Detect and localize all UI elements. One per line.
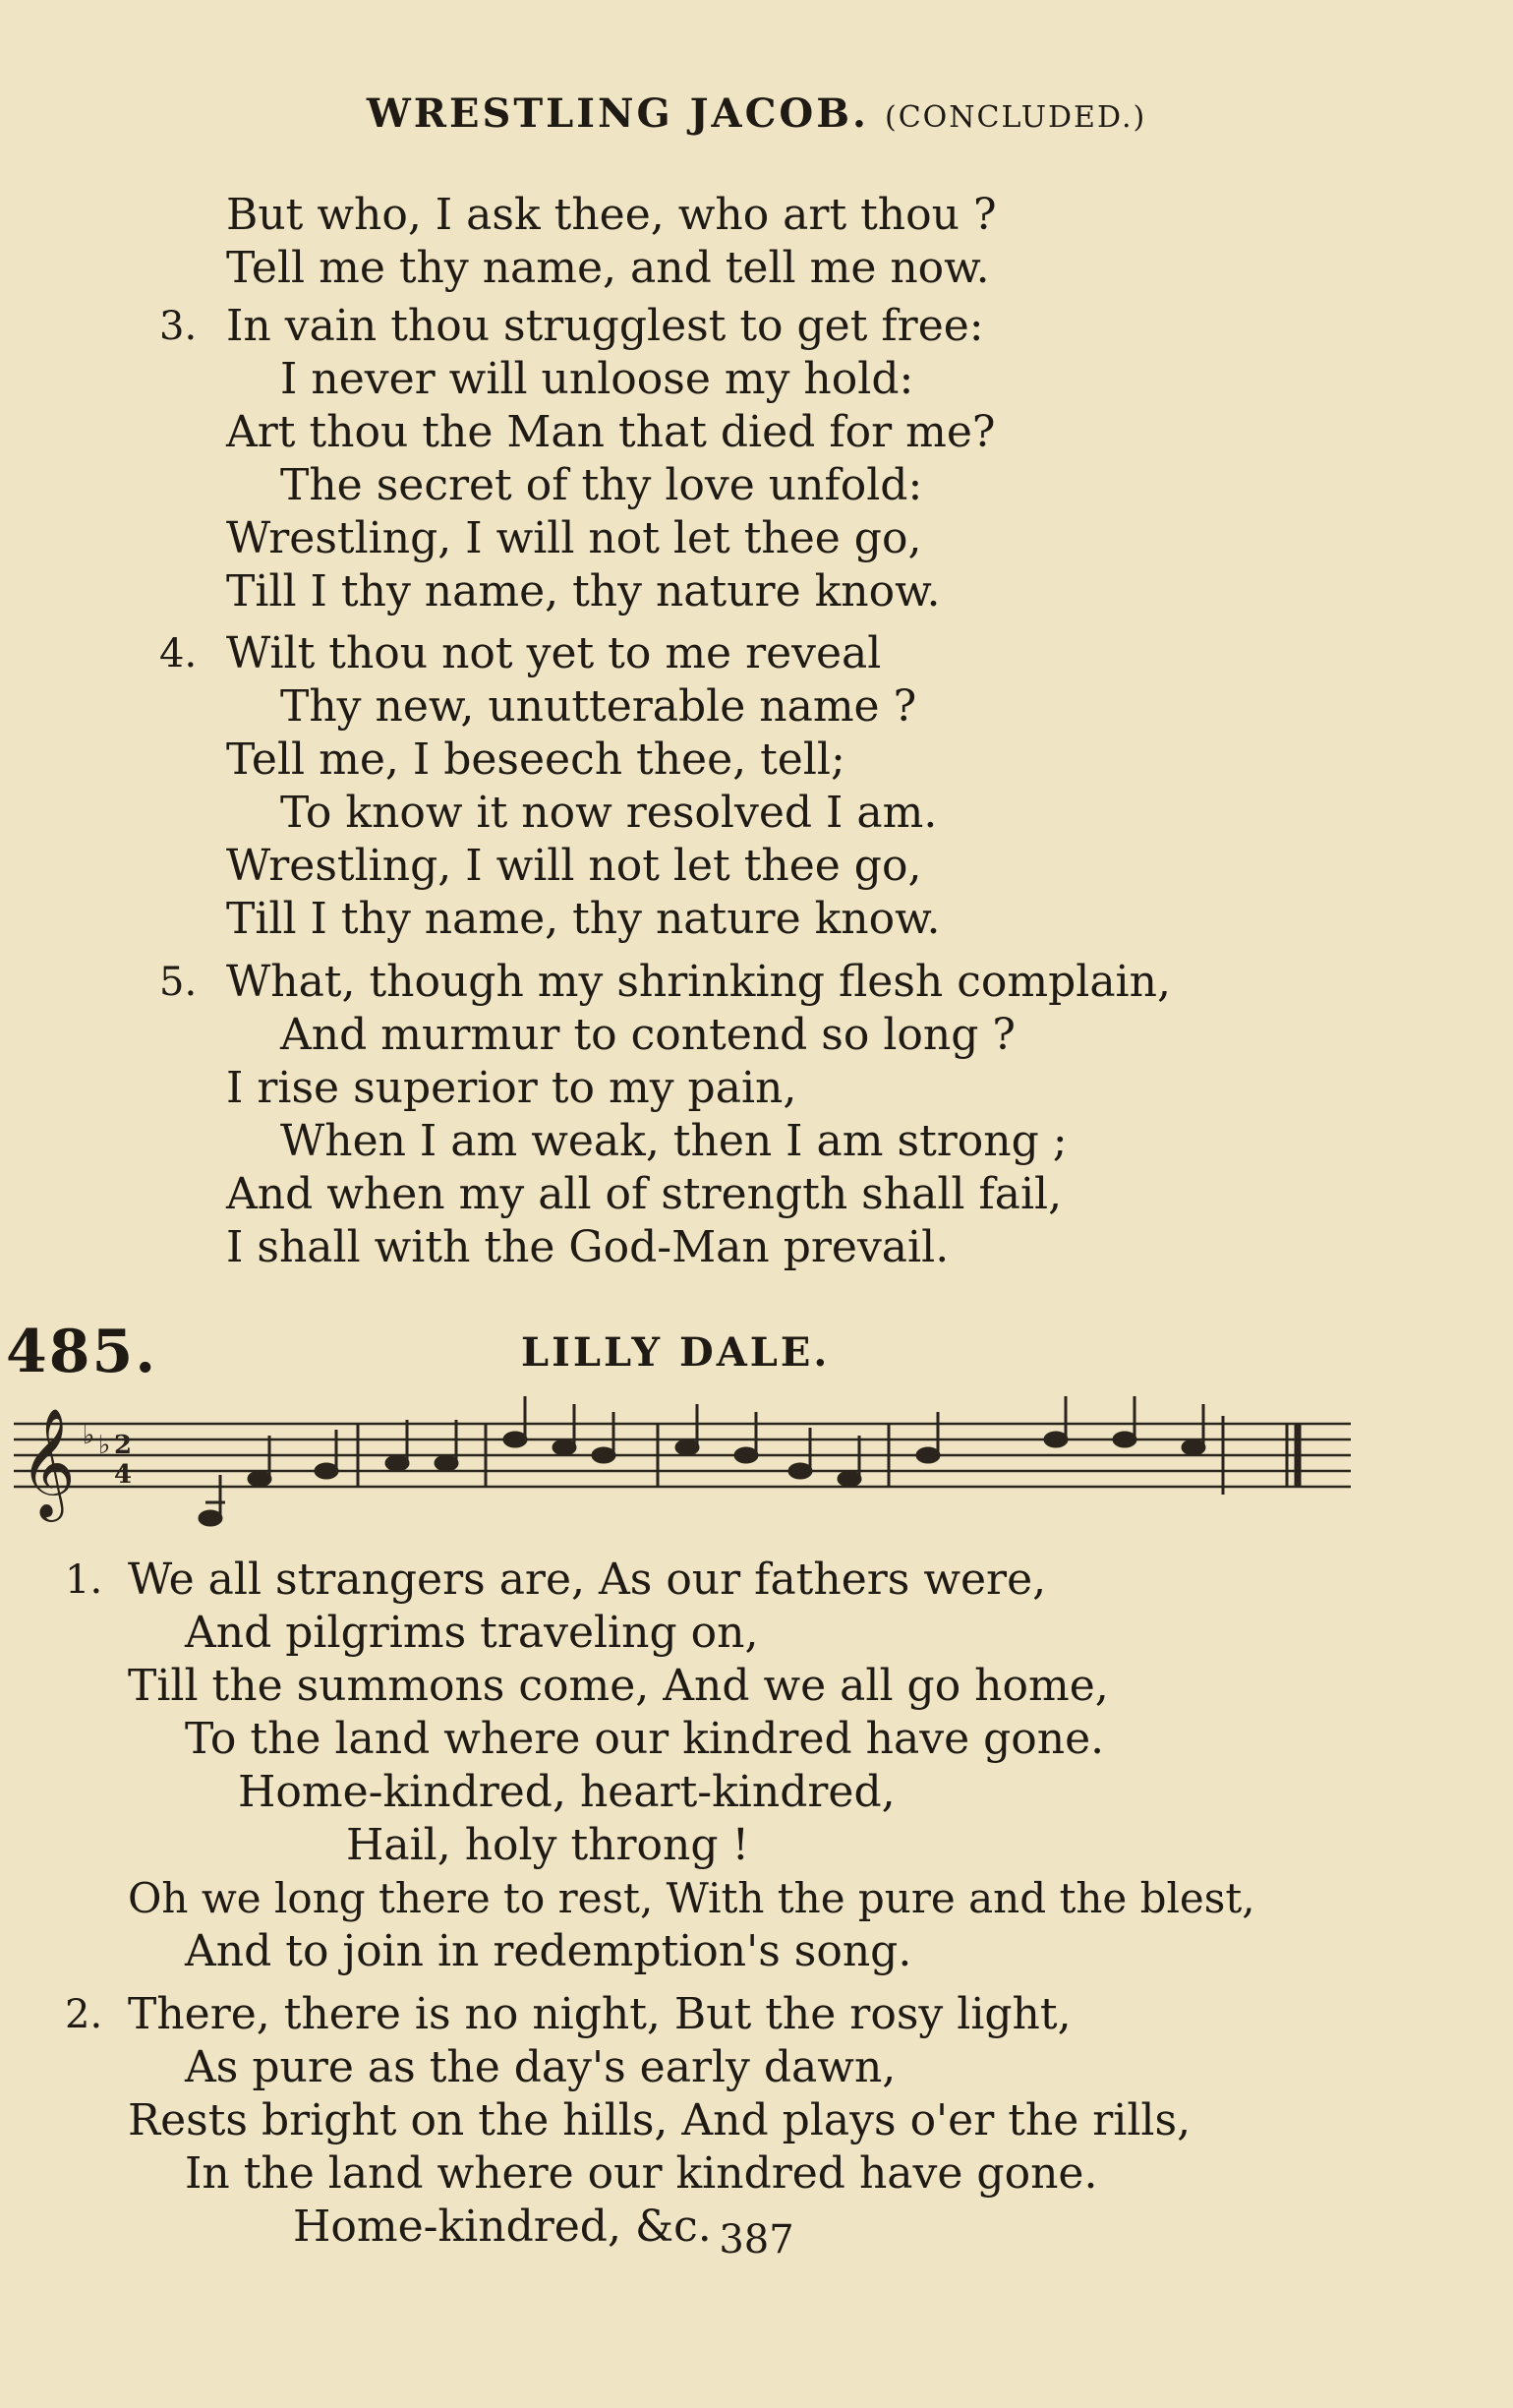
hymn-number: 485. [6,1318,158,1386]
verse-line: Tell me, I beseech thee, tell; [226,734,845,785]
music-staff [14,1396,1351,1544]
verse-line: As pure as the day's early dawn, [185,2042,897,2092]
verse-line: Wilt thou not yet to me reveal [226,628,882,678]
verse-number: 3. [159,304,198,349]
verse-line: Home-kindred, &c. [293,2202,712,2252]
verse-line: Oh we long there to rest, With the pure and the blest, [128,1874,1255,1922]
verse-line: Till the summons come, And we all go home, [128,1661,1109,1711]
verse-line: And to join in redemption's song. [185,1926,912,1976]
concluded-note: (CONCLUDED.) [884,100,1147,135]
page-header [0,90,1513,137]
page-number: 387 [719,2217,794,2262]
staff-lines [14,1424,1351,1487]
verse-line: In the land where our kindred have gone. [185,2148,1098,2199]
verse-line: To know it now resolved I am. [280,788,938,838]
verse-line: When I am weak, then I am strong ; [280,1116,1068,1166]
time-signature-top: 2 [114,1431,133,1460]
verse-line: And pilgrims traveling on, [185,1608,759,1658]
verse-line: There, there is no night, But the rosy light, [128,1989,1072,2039]
key-flat-icon: ♭ [98,1431,111,1460]
verse-line: Wrestling, I will not let thee go, [226,513,922,563]
verse-line: Till I thy name, thy nature know. [226,894,941,944]
verse-line: But who, I ask thee, who art thou ? [226,190,997,240]
time-signature-bottom: 4 [114,1460,133,1490]
verse-line: I rise superior to my pain, [226,1063,797,1113]
verse-line: I shall with the God-Man prevail. [226,1222,950,1272]
verse-line: What, though my shrinking flesh complain, [226,957,1171,1007]
verse-number: 2. [65,1992,103,2037]
key-flat-icon: ♭ [83,1421,95,1450]
notes [200,1396,1204,1525]
verse-line: Till I thy name, thy nature know. [226,566,941,617]
verse-line: And when my all of strength shall fail, [226,1169,1063,1219]
verse-line: Home-kindred, heart-kindred, [238,1767,896,1817]
verse-line: In vain thou strugglest to get free: [226,301,984,351]
verse-line: To the land where our kindred have gone. [185,1714,1105,1764]
verse-number: 1. [65,1557,103,1603]
verse-line: Art thou the Man that died for me? [226,407,996,457]
verse-line: Hail, holy throng ! [346,1820,750,1870]
verse-number: 5. [159,960,198,1005]
hymn-title-continued: WRESTLING JACOB. [366,90,869,137]
verse-line: Wrestling, I will not let thee go, [226,841,922,891]
verse-line: I never will unloose my hold: [280,354,914,404]
verse-line: And murmur to contend so long ? [280,1010,1016,1060]
verse-line: The secret of thy love unfold: [280,460,923,510]
treble-clef-icon: 𝄞 [20,1407,76,1517]
verse-line: Tell me thy name, and tell me now. [226,243,990,293]
verse-line: Rests bright on the hills, And plays o'er the rills, [128,2095,1192,2145]
verse-number: 4. [159,631,198,676]
verse-line: We all strangers are, As our fathers were, [128,1555,1047,1605]
hymn-title: LILLY DALE. [521,1329,831,1376]
verse-line: Thy new, unutterable name ? [280,681,917,732]
